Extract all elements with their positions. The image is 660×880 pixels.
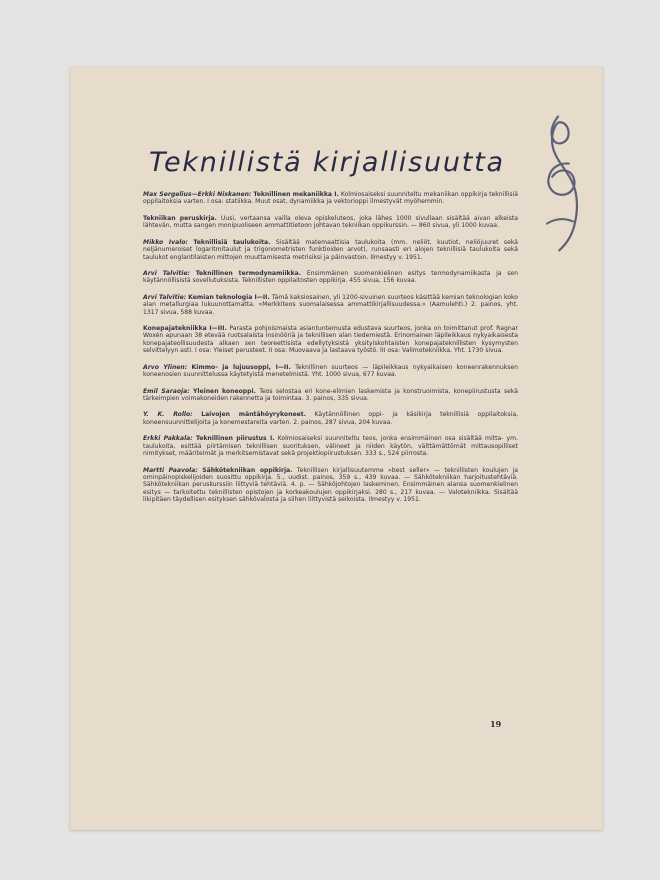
entry-title: Kimmo- ja lujuusoppi, I—II. — [191, 363, 291, 371]
entry-title: Teknillisiä taulukoita. — [193, 238, 271, 246]
entry-title: Laivojen mäntähöyrykoneet. — [201, 411, 306, 419]
signature-flourish — [547, 218, 573, 225]
bibliography-entry — [143, 191, 518, 206]
entry-description: Tämä kaksiosainen, yli 1200-sivuinen suurteos käsittää kemian teknologian koko alan metallurgiaa lukuunottamatta. »Merkkiteos suomalaisessa ammattikirjallisuudessa.» (Aamulehti.) 2. painos, yht. 1317 sivua, 588 kuvaa. — [143, 293, 519, 316]
bibliography-entry — [143, 364, 518, 379]
bibliography-entry — [143, 388, 518, 403]
entry-description: Ensimmäinen suomenkielinen esitys termodynamiikasta ja sen käytännöllisistä sovellutuksista. Teknillisten oppilaitosten oppikirja. 455 sivua, 156 kuvaa. — [143, 269, 519, 285]
entry-title: Sähkötekniikan oppikirja. — [202, 466, 293, 474]
entry-author: Emil Saraoja: — [143, 387, 190, 395]
entry-title: Yleinen koneoppi. — [193, 387, 256, 395]
entry-author: Mikko Ivalo: — [143, 238, 188, 246]
entry-author: Y. K. Rollo: — [143, 411, 193, 419]
bibliography-entry — [143, 467, 518, 504]
entry-title: Kemian teknologia I—II. — [188, 293, 270, 301]
entry-author: Arvo Ylinen: — [143, 363, 188, 371]
entry-description: Sisältää matemaattisia taulukoita (mm. neliöt, kuutiot, neliöjuuret sekä neljänumeroiset logaritmitaulut ja trigonometristen funktioiden arvot), runsaasti eri alojen teknillisiä taulukoita sekä taulukot englantilaisten mittojen muuttamisesta metrisiksi ja päinvastoin. Ilmestyy v. 1951. — [143, 238, 519, 261]
bibliography-entry — [143, 239, 518, 261]
entry-author: Max Sergelius—Erkki Niskanen: — [143, 191, 252, 198]
entry-description: Teos selostaa eri kone-elimien laskemista ja konstruoimista, konepiirustusta sekä tärkeimpien voimakoneiden rakennetta ja toimintaa. 3. painos, 335 sivua. — [143, 387, 519, 403]
entry-description: Käytännöllinen oppi- ja käsikirja teknillisiä oppilaitoksia, koneensuunnittelijoita ja konemestareita varten. 2. painos, 287 sivua, 204 kuvaa. — [143, 411, 519, 426]
bibliography-list — [143, 191, 518, 513]
entry-description: Teknillisen kirjallisuutemme »best seller» — teknillisten koulujen ja ominpäinopiskelijoiden suosittu oppikirja. 5., uudist. painos, 359 s., 439 kuvaa. — Sähkötekniikan harjoitustehtäviä. Sähkötekniikan peruskurssiin liittyviä tehtäviä. 4. p. — Sähköjohtojen laskeminen. Ensimmäinen alansa suomenkielinen esitys — tarkoitettu teknillisten opistojen ja korkeakoulujen oppikirjaksi. 280 s., 217 kuvaa. — Valotekniikka. Sisältää likipitäen täydellisen esityksen sähkövalosta ja siihen liittyvistä seikoista. Ilmestyy v. 1951. — [143, 466, 518, 504]
entry-description: Parasta pohjoismaista asiantuntemusta edustava suurteos, jonka on toimittanut prof. Ragnar Woxén apunaan 38 etevää ruotsalaista insinööriä ja teknillisen alan tiedemiestä. Erinomainen läpileikkaus nykyaikaisesta konepajateollisuudesta alkaen sen teoreettisista edellytyksistä yksityiskohtaisten konepajateknillisten kysymysten selvittelyyn asti. I osa: Yleiset perusteet. II osa: Muovaava ja lastaava työstö. III osa: Valimotekniikka. Yht. 1730 sivua. — [143, 325, 518, 355]
entry-description: Kolmiosaiseksi suunniteltu mekaniikan oppikirja teknillisiä oppilaitoksia varten. I osa: statiikka. Muut osat, dynamiikka ja vektorioppi ilmestyvät myöhemmin. — [143, 191, 519, 206]
handwritten-signature — [513, 103, 603, 261]
entry-title: Teknillinen piirustus I. — [195, 435, 275, 443]
bibliography-entry — [143, 294, 518, 316]
entry-description: Kolmiosaiseksi suunniteltu teos, jonka ensimmäinen osa sisältää mitta- ym. taulukoita, esittää piirtämisen teknillisen suorituksen, välineet ja niiden käytön, välttämättömät mittausopilliset nimitykset, määritelmät ja merkitsemistavat sekä projektiopiirustuksen. 333 s., 524 piirrosta. — [143, 435, 519, 458]
page-number: 19 — [490, 719, 502, 729]
entry-author: Martti Paavola: — [143, 466, 198, 474]
bibliography-entry — [143, 435, 518, 457]
bibliography-entry — [143, 325, 518, 355]
bibliography-entry — [143, 270, 518, 285]
entry-title: Konepajatekniikka I—III. — [143, 325, 227, 333]
entry-description: Uusi, vertaansa vailla oleva opiskeluteos, joka lähes 1000 sivullaan sisältää aivan alkeista lähtevän, mutta sangen monipuoliseen ammattitietoon johtavan tekniikan oppikurssin. — 860 sivua, yli 1000 kuvaa. — [143, 214, 518, 230]
book-page — [70, 67, 603, 830]
entry-title: Teknillinen termodynamiikka. — [195, 269, 302, 277]
entry-author: Arvi Talvitie: — [143, 293, 187, 301]
entry-author: Arvi Talvitie: — [143, 269, 190, 277]
entry-title: Tekniikan peruskirja. — [143, 214, 217, 222]
entry-description: Teknillinen suurteos — läpileikkaus nykyaikaisen koneenrakennuksen koneenosien suunnittelussa käytetyistä menetelmistä. Yht. 1000 sivua, 677 kuvaa. — [143, 363, 519, 379]
bibliography-entry — [143, 411, 518, 426]
bibliography-entry — [143, 215, 518, 230]
page-title: Teknillistä kirjallisuutta — [149, 147, 505, 178]
entry-title: Teknillinen mekaniikka I. — [253, 191, 339, 198]
entry-author: Erkki Pakkala: — [143, 435, 193, 443]
